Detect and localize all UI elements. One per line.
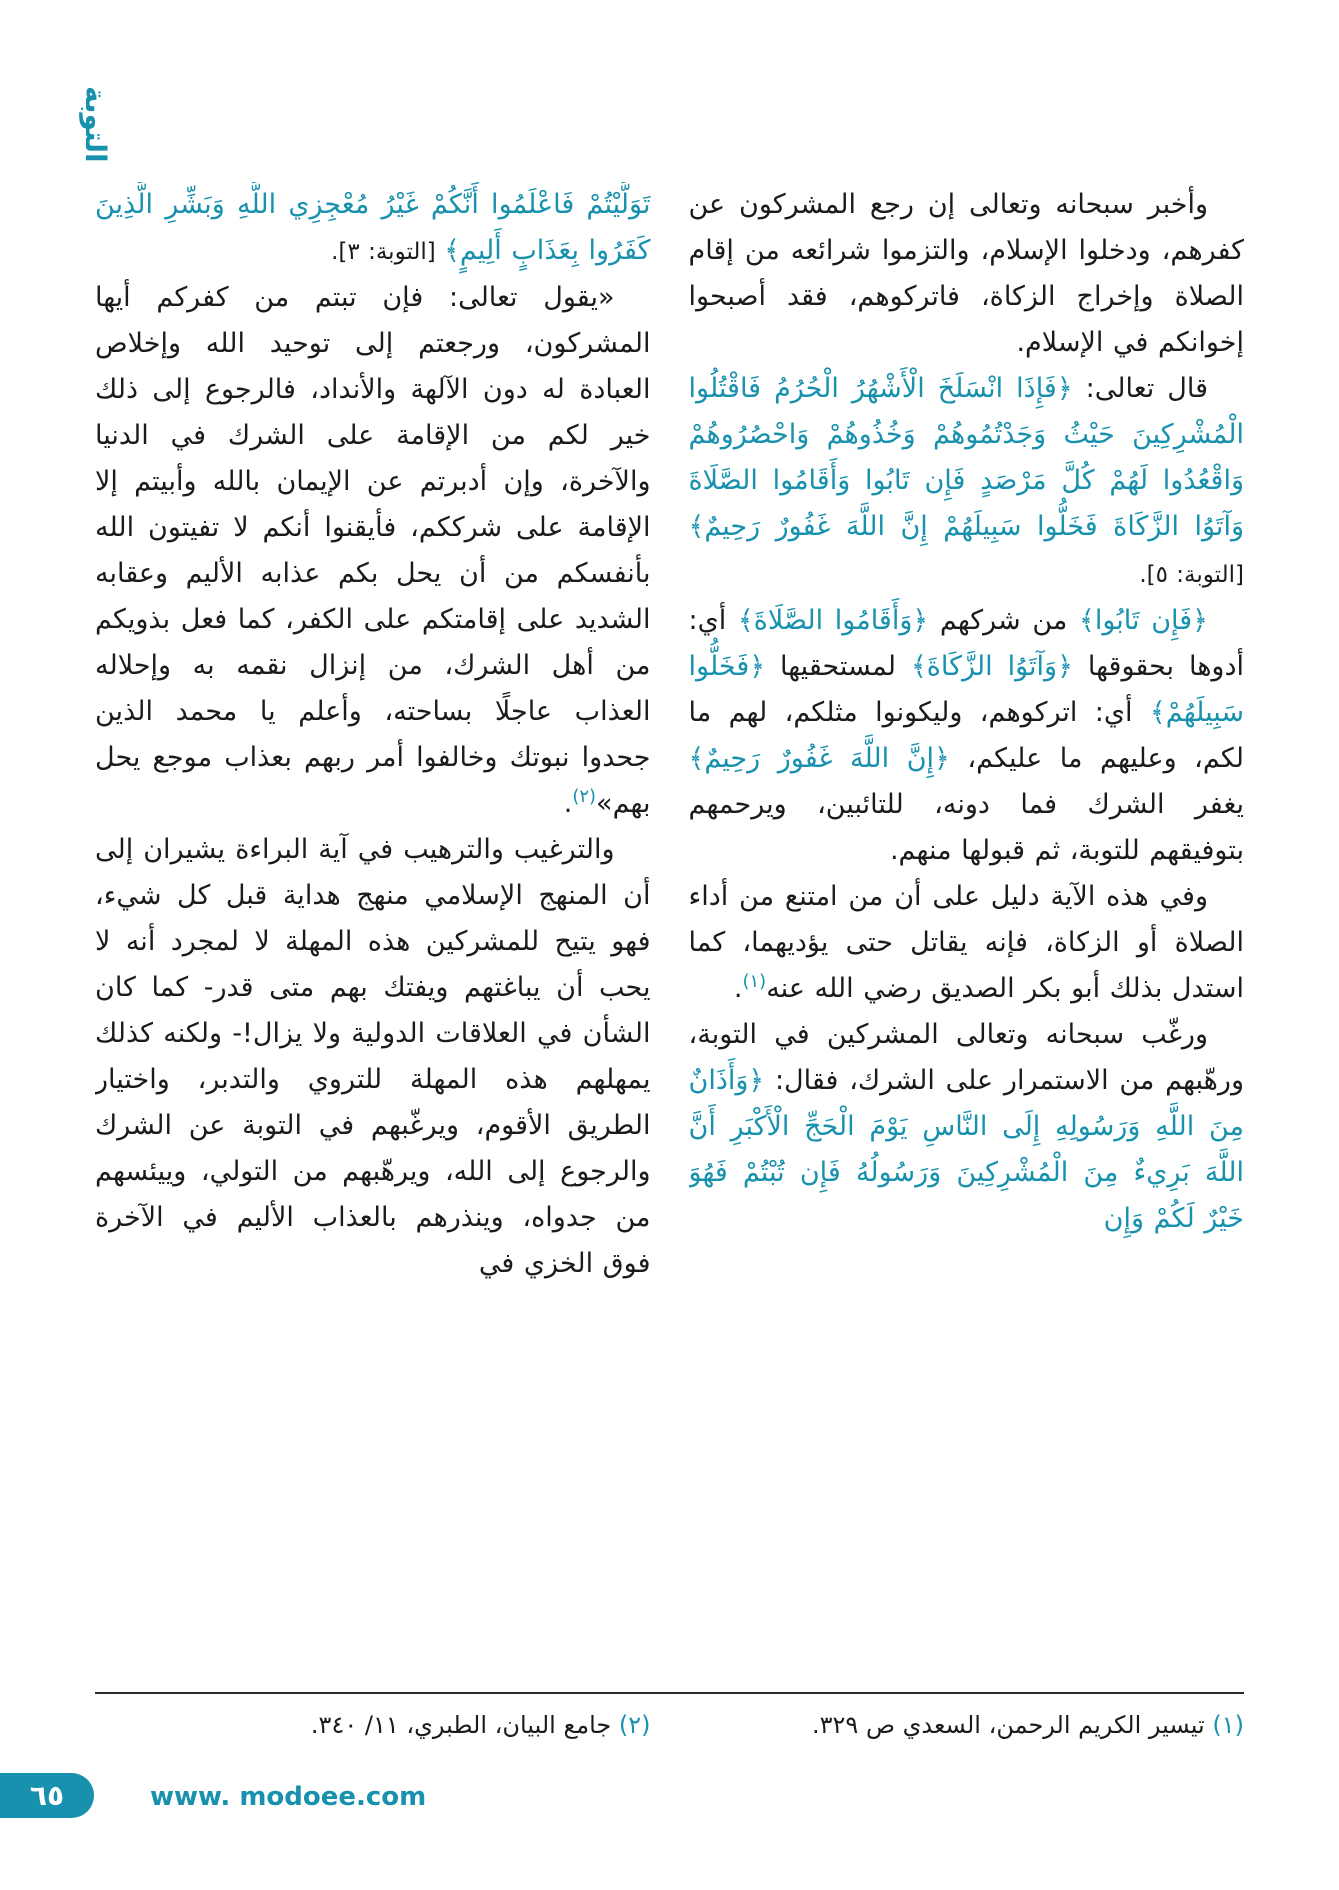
- paragraph: [95, 275, 651, 827]
- body-text: ورغّب سبحانه وتعالى المشركين في التوبة، ورهّبهم من الاستمرار على الشرك، فقال:: [688, 1019, 1244, 1096]
- page-number: ٦٥: [29, 1779, 65, 1812]
- quran-quote: ﴿وَأَقَامُوا الصَّلَاةَ﴾: [737, 605, 929, 636]
- body-text: قال تعالى:: [1072, 373, 1208, 404]
- footnote-2-number: (٢): [618, 1711, 651, 1739]
- paragraph: [689, 874, 1245, 1012]
- paragraph: [95, 182, 651, 275]
- website-url: www. modoee.com: [150, 1782, 427, 1812]
- body-text: .: [563, 788, 573, 819]
- quran-quote: ﴿فَخَلُّوا سَبِيلَهُمْ﴾: [688, 651, 1244, 728]
- body-text: وفي هذه الآية دليل على أن من امتنع من أداء الصلاة أو الزكاة، فإنه يقاتل حتى يؤديهما، كما استدل بذلك أبو بكر الصديق رضي الله عنه: [688, 881, 1244, 1004]
- quran-quote: ﴿إِنَّ اللَّهَ غَفُورٌ رَحِيمٌ﴾: [688, 743, 950, 774]
- paragraph: [689, 1012, 1245, 1242]
- body-text: من شركهم: [928, 605, 1080, 636]
- page-number-badge: [0, 1773, 94, 1818]
- footnote-ref: (١): [742, 971, 767, 992]
- footnote-separator: [95, 1692, 1244, 1694]
- body-text: يغفر الشرك فما دونه، للتائبين، ويرحمهم بتوفيقهم للتوبة، ثم قبولها منهم.: [688, 789, 1244, 866]
- body-text: أي: أدوها بحقوقها: [688, 605, 1244, 682]
- footnote-ref: (٢): [572, 786, 597, 807]
- footnote-1: [689, 1706, 1245, 1744]
- quran-quote: ﴿وَآتَوُا الزَّكَاةَ﴾: [910, 651, 1073, 682]
- body-text: «يقول تعالى: فإن تبتم من كفركم أيها المشركون، ورجعتم إلى توحيد الله وإخلاص العبادة له دون الآلهة والأنداد، فالرجوع إلى ذلك خير لكم من الإقامة على الشرك في الدنيا والآخرة، وإن أدبرتم عن الإيمان بالله وأبيتم إلا الإقامة على شرككم، فأيقنوا أنكم لا تفيتون الله بأنفسكم من أن يحل بكم عذابه الأليم وعقابه الشديد على إقامتكم على الكفر، كما فعل بذويكم من أهل الشرك، من إنزال نقمه به وإحلاله العذاب عاجلًا بساحته، وأعلم يا محمد الذين جحدوا نبوتك وخالفوا أمر ربهم بعذاب موجع يحل بهم»: [95, 282, 651, 819]
- body-text: لمستحقيها: [765, 651, 911, 682]
- footnote-1-text: تيسير الكريم الرحمن، السعدي ص ٣٢٩.: [812, 1711, 1205, 1739]
- surah-name-vertical: التوبة: [79, 86, 112, 163]
- text-columns: [95, 182, 1244, 1682]
- body-text: أي: اتركوهم، وليكونوا مثلكم، لهم ما لكم، وعليهم ما عليكم،: [688, 697, 1244, 774]
- quran-quote: ﴿فَإِذَا انْسَلَخَ الْأَشْهُرُ الْحُرُمُ فَاقْتُلُوا الْمُشْرِكِينَ حَيْثُ وَجَدْتُمُوهُمْ وَخُذُوهُمْ وَاحْصُرُوهُمْ وَاقْعُدُوا لَهُمْ كُلَّ مَرْصَدٍ فَإِن تَابُوا وَأَقَامُوا الصَّلَاةَ وَآتَوُا الزَّكَاةَ فَخَلُّوا سَبِيلَهُمْ إِنَّ اللَّهَ غَفُورٌ رَحِيمٌ﴾: [688, 373, 1244, 542]
- verse-citation: [التوبة: ٥].: [1139, 562, 1244, 588]
- quran-quote: ﴿فَإِن تَابُوا﴾: [1079, 605, 1208, 636]
- body-text: .: [733, 973, 743, 1004]
- footnotes-section: [95, 1692, 1244, 1744]
- quran-quote: ﴿وَأَذَانٌ مِنَ اللَّهِ وَرَسُولِهِ إِلَى النَّاسِ يَوْمَ الْحَجِّ الْأَكْبَرِ أَنَّ اللَّهَ بَرِيءٌ مِنَ الْمُشْرِكِينَ وَرَسُولُهُ فَإِن تُبْتُمْ فَهُوَ خَيْرٌ لَكُمْ وَإِن: [688, 1065, 1244, 1234]
- paragraph: [689, 598, 1245, 874]
- footnote-2-text: جامع البيان، الطبري، ١١/ ٣٤٠.: [310, 1711, 612, 1739]
- quran-quote: تَوَلَّيْتُمْ فَاعْلَمُوا أَنَّكُمْ غَيْرُ مُعْجِزِي اللَّهِ وَبَشِّرِ الَّذِينَ كَفَرُوا بِعَذَابٍ أَلِيمٍ﴾: [95, 189, 651, 266]
- body-text: والترغيب والترهيب في آية البراءة يشيران إلى أن المنهج الإسلامي منهج هداية قبل كل شيء، فهو يتيح للمشركين هذه المهلة لا لمجرد أنه لا يحب أن يباغتهم ويفتك بهم متى قدر- كما كان الشأن في العلاقات الدولية ولا يزال!- ولكنه كذلك يمهلهم هذه المهلة للتروي والتدبر، واختيار الطريق الأقوم، ويرغّبهم في التوبة عن الشرك والرجوع إلى الله، ويرهّبهم من التولي، وييئسهم من جدواه، وينذرهم بالعذاب الأليم في الآخرة فوق الخزي في: [95, 834, 651, 1279]
- column-left: [95, 182, 651, 1682]
- column-right: [689, 182, 1245, 1682]
- verse-citation: [التوبة: ٣].: [331, 239, 445, 265]
- paragraph: [689, 366, 1245, 598]
- footnote-row: [95, 1706, 1244, 1744]
- paragraph: [689, 182, 1245, 366]
- footnote-1-number: (١): [1212, 1711, 1244, 1739]
- footnote-2: [95, 1706, 651, 1744]
- paragraph: [95, 827, 651, 1287]
- body-text: وأخبر سبحانه وتعالى إن رجع المشركون عن كفرهم، ودخلوا الإسلام، والتزموا شرائعه من إقام الصلاة وإخراج الزكاة، فاتركوهم، فقد أصبحوا إخوانكم في الإسلام.: [688, 189, 1244, 358]
